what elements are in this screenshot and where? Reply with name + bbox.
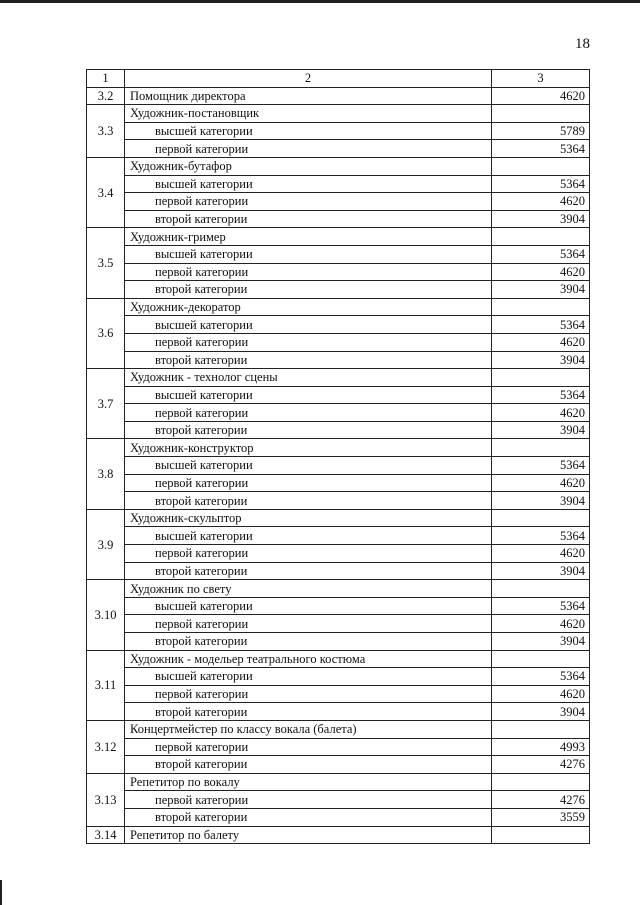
category-row: [87, 492, 590, 510]
category-label: высшей категории: [125, 175, 492, 193]
header-col-1: 1: [87, 70, 125, 88]
position-salary: 4620: [492, 87, 590, 105]
category-row: [87, 791, 590, 809]
group-title-row: [87, 228, 590, 246]
group-title-row: [87, 773, 590, 791]
category-salary: 4620: [492, 615, 590, 633]
category-row: [87, 457, 590, 475]
position-title: Помощник директора: [125, 87, 492, 105]
salary-table: [86, 69, 590, 844]
category-row: [87, 175, 590, 193]
category-salary: 4620: [492, 474, 590, 492]
category-label: высшей категории: [125, 386, 492, 404]
category-row: [87, 316, 590, 334]
category-salary: 3904: [492, 492, 590, 510]
item-number: 3.11: [87, 650, 125, 720]
category-label: высшей категории: [125, 668, 492, 686]
category-row: [87, 527, 590, 545]
position-title: Художник-бутафор: [125, 157, 492, 175]
category-salary: 4620: [492, 193, 590, 211]
category-row: [87, 263, 590, 281]
category-salary: 3904: [492, 562, 590, 580]
category-salary: 3904: [492, 633, 590, 651]
category-label: высшей категории: [125, 245, 492, 263]
position-salary: [492, 650, 590, 668]
scan-left-mark: [0, 880, 2, 905]
position-salary: [492, 105, 590, 123]
item-number: 3.9: [87, 509, 125, 579]
category-salary: 5364: [492, 140, 590, 158]
category-label: первой категории: [125, 140, 492, 158]
category-row: [87, 615, 590, 633]
category-row: [87, 545, 590, 563]
category-label: первой категории: [125, 263, 492, 281]
category-label: высшей категории: [125, 316, 492, 334]
item-number: 3.10: [87, 580, 125, 650]
group-title-row: [87, 157, 590, 175]
category-salary: 4276: [492, 756, 590, 774]
category-label: первой категории: [125, 685, 492, 703]
group-title-row: [87, 720, 590, 738]
item-number: 3.3: [87, 105, 125, 158]
item-number: 3.12: [87, 720, 125, 773]
item-number: 3.6: [87, 298, 125, 368]
salary-table-body: [87, 70, 590, 844]
category-row: [87, 333, 590, 351]
position-title: Художник-конструктор: [125, 439, 492, 457]
group-title-row: [87, 650, 590, 668]
item-number: 3.13: [87, 773, 125, 826]
category-row: [87, 245, 590, 263]
position-salary: [492, 298, 590, 316]
position-salary: [492, 228, 590, 246]
category-salary: 4620: [492, 685, 590, 703]
item-number: 3.14: [87, 826, 125, 844]
category-label: второй категории: [125, 703, 492, 721]
category-salary: 3904: [492, 421, 590, 439]
group-title-row: [87, 509, 590, 527]
category-label: высшей категории: [125, 122, 492, 140]
item-number: 3.2: [87, 87, 125, 105]
category-salary: 5364: [492, 245, 590, 263]
item-number: 3.8: [87, 439, 125, 509]
group-title-row: [87, 105, 590, 123]
category-row: [87, 351, 590, 369]
category-salary: 5364: [492, 316, 590, 334]
category-salary: 4620: [492, 333, 590, 351]
category-row: [87, 281, 590, 299]
group-title-row: [87, 826, 590, 844]
category-label: второй категории: [125, 210, 492, 228]
category-row: [87, 140, 590, 158]
position-title: Художник - модельер театрального костюма: [125, 650, 492, 668]
page-number: 18: [575, 36, 590, 52]
category-row: [87, 633, 590, 651]
category-salary: 4620: [492, 545, 590, 563]
category-label: высшей категории: [125, 597, 492, 615]
category-row: [87, 562, 590, 580]
category-salary: 5789: [492, 122, 590, 140]
category-label: первой категории: [125, 404, 492, 422]
item-number: 3.5: [87, 228, 125, 298]
position-salary: [492, 826, 590, 844]
category-label: второй категории: [125, 421, 492, 439]
category-salary: 5364: [492, 175, 590, 193]
table-header-row: [87, 70, 590, 88]
position-salary: [492, 157, 590, 175]
category-salary: 3904: [492, 703, 590, 721]
category-label: второй категории: [125, 808, 492, 826]
position-title: Художник по свету: [125, 580, 492, 598]
position-title: Концертмейстер по классу вокала (балета): [125, 720, 492, 738]
category-row: [87, 210, 590, 228]
category-label: второй категории: [125, 492, 492, 510]
header-col-2: 2: [125, 70, 492, 88]
item-number: 3.4: [87, 157, 125, 227]
position-salary: [492, 439, 590, 457]
category-label: второй категории: [125, 281, 492, 299]
group-title-row: [87, 298, 590, 316]
category-label: второй категории: [125, 562, 492, 580]
position-salary: [492, 580, 590, 598]
category-label: второй категории: [125, 351, 492, 369]
category-row: [87, 421, 590, 439]
position-title: Художник-гример: [125, 228, 492, 246]
category-label: первой категории: [125, 474, 492, 492]
category-salary: 5364: [492, 668, 590, 686]
category-salary: 3904: [492, 210, 590, 228]
position-salary: [492, 720, 590, 738]
category-row: [87, 756, 590, 774]
category-salary: 3904: [492, 351, 590, 369]
position-title: Художник-декоратор: [125, 298, 492, 316]
position-title: Репетитор по вокалу: [125, 773, 492, 791]
group-title-row: [87, 580, 590, 598]
category-row: [87, 668, 590, 686]
category-row: [87, 685, 590, 703]
position-salary: [492, 369, 590, 387]
category-salary: 5364: [492, 527, 590, 545]
category-salary: 3559: [492, 808, 590, 826]
position-salary: [492, 509, 590, 527]
position-title: Художник-постановщик: [125, 105, 492, 123]
category-row: [87, 597, 590, 615]
category-label: первой категории: [125, 545, 492, 563]
category-label: первой категории: [125, 791, 492, 809]
category-salary: 5364: [492, 457, 590, 475]
position-salary: [492, 773, 590, 791]
category-label: первой категории: [125, 738, 492, 756]
category-label: первой категории: [125, 193, 492, 211]
position-title: Художник - технолог сцены: [125, 369, 492, 387]
category-row: [87, 122, 590, 140]
category-salary: 3904: [492, 281, 590, 299]
group-title-row: [87, 369, 590, 387]
category-row: [87, 193, 590, 211]
category-salary: 4620: [492, 404, 590, 422]
category-salary: 4276: [492, 791, 590, 809]
category-row: [87, 738, 590, 756]
category-label: первой категории: [125, 333, 492, 351]
header-col-3: 3: [492, 70, 590, 88]
category-label: высшей категории: [125, 527, 492, 545]
category-label: первой категории: [125, 615, 492, 633]
category-salary: 5364: [492, 386, 590, 404]
category-row: [87, 703, 590, 721]
category-row: [87, 808, 590, 826]
category-label: второй категории: [125, 633, 492, 651]
category-label: высшей категории: [125, 457, 492, 475]
category-salary: 5364: [492, 597, 590, 615]
category-salary: 4620: [492, 263, 590, 281]
category-salary: 4993: [492, 738, 590, 756]
position-title: Художник-скульптор: [125, 509, 492, 527]
category-row: [87, 386, 590, 404]
category-row: [87, 474, 590, 492]
group-title-row: [87, 439, 590, 457]
position-title: Репетитор по балету: [125, 826, 492, 844]
group-title-row: [87, 87, 590, 105]
category-label: второй категории: [125, 756, 492, 774]
item-number: 3.7: [87, 369, 125, 439]
scan-top-edge: [0, 0, 640, 3]
category-row: [87, 404, 590, 422]
